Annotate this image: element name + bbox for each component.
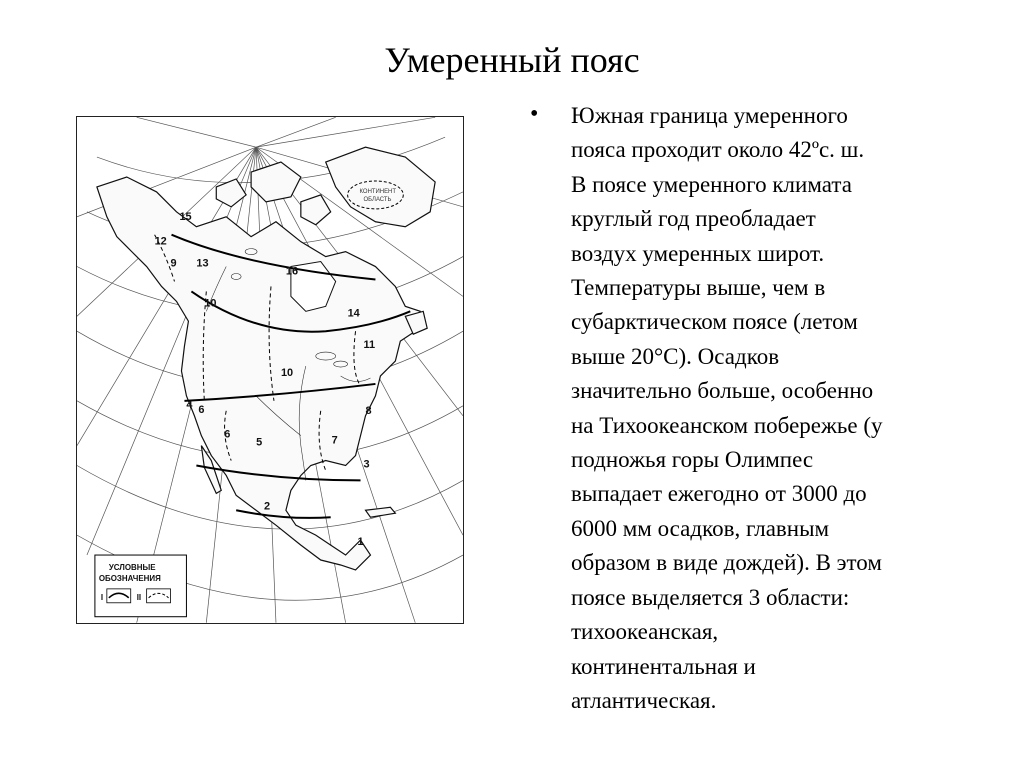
bullet-marker: • [530,101,539,127]
region-number-4: 4 [186,398,193,411]
svg-text:УСЛОВНЫЕ: УСЛОВНЫЕ [108,562,156,572]
text-line: атлантическая. [571,687,717,713]
text-line: Южная граница умеренного [571,103,848,128]
region-number-7: 7 [331,434,338,447]
region-number-12: 12 [154,235,167,248]
svg-text:II: II [136,592,142,602]
svg-text:ОБОЗНАЧЕНИЯ: ОБОЗНАЧЕНИЯ [98,573,161,583]
text-line: значительно больше, особенно [571,378,874,404]
north-america-climate-zones-map [77,117,463,623]
text-line: выпадает ежегодно от 3000 до [571,481,867,507]
text-line: воздух умеренных широт. [571,240,825,266]
text-line: круглый год преобладает [571,206,816,232]
text-line: В поясе умеренного климата [571,171,852,197]
text-line: подножья горы Олимпес [571,447,814,473]
region-number-2: 2 [264,500,271,513]
text-line: пояса проходит около 42ºс. ш. [571,137,865,163]
region-number-15: 15 [179,210,192,223]
text-line: субарктическом поясе (летом [571,309,858,335]
text-line: выше 20°С). Осадков [571,343,780,369]
svg-text:КОНТИНЕНТ: КОНТИНЕНТ [359,188,396,195]
region-number-3: 3 [363,458,370,471]
region-number-6: 6 [198,403,205,416]
region-number-5: 5 [256,436,263,449]
region-number-10: 10 [204,297,217,310]
region-number-1: 1 [357,536,364,549]
region-number-14: 14 [347,307,360,320]
region-number-6b: 6 [224,428,231,441]
bullet-paragraph [571,99,981,718]
climate-map [76,116,464,624]
text-line: на Тихоокеанском побережье (у [571,412,883,438]
region-number-8: 8 [365,404,372,417]
text-line: тихоокеанская, [571,619,719,645]
text-line: образом в виде дождей). В этом [571,550,882,576]
svg-text:ОБЛАСТЬ: ОБЛАСТЬ [363,196,392,203]
region-number-16: 16 [285,265,299,278]
region-number-9: 9 [170,257,177,270]
slide-title: Умеренный пояс [384,40,640,80]
text-line: Температуры выше, чем в [571,275,826,301]
region-number-11: 11 [363,339,376,352]
svg-text:I: I [100,592,104,602]
region-number-10b: 10 [280,366,294,379]
map-legend [95,555,187,617]
text-line: поясе выделяется 3 области: [571,584,850,610]
text-line: континентальная и [571,653,756,679]
text-line: 6000 мм осадков, главным [571,515,830,541]
region-number-13: 13 [196,257,209,270]
